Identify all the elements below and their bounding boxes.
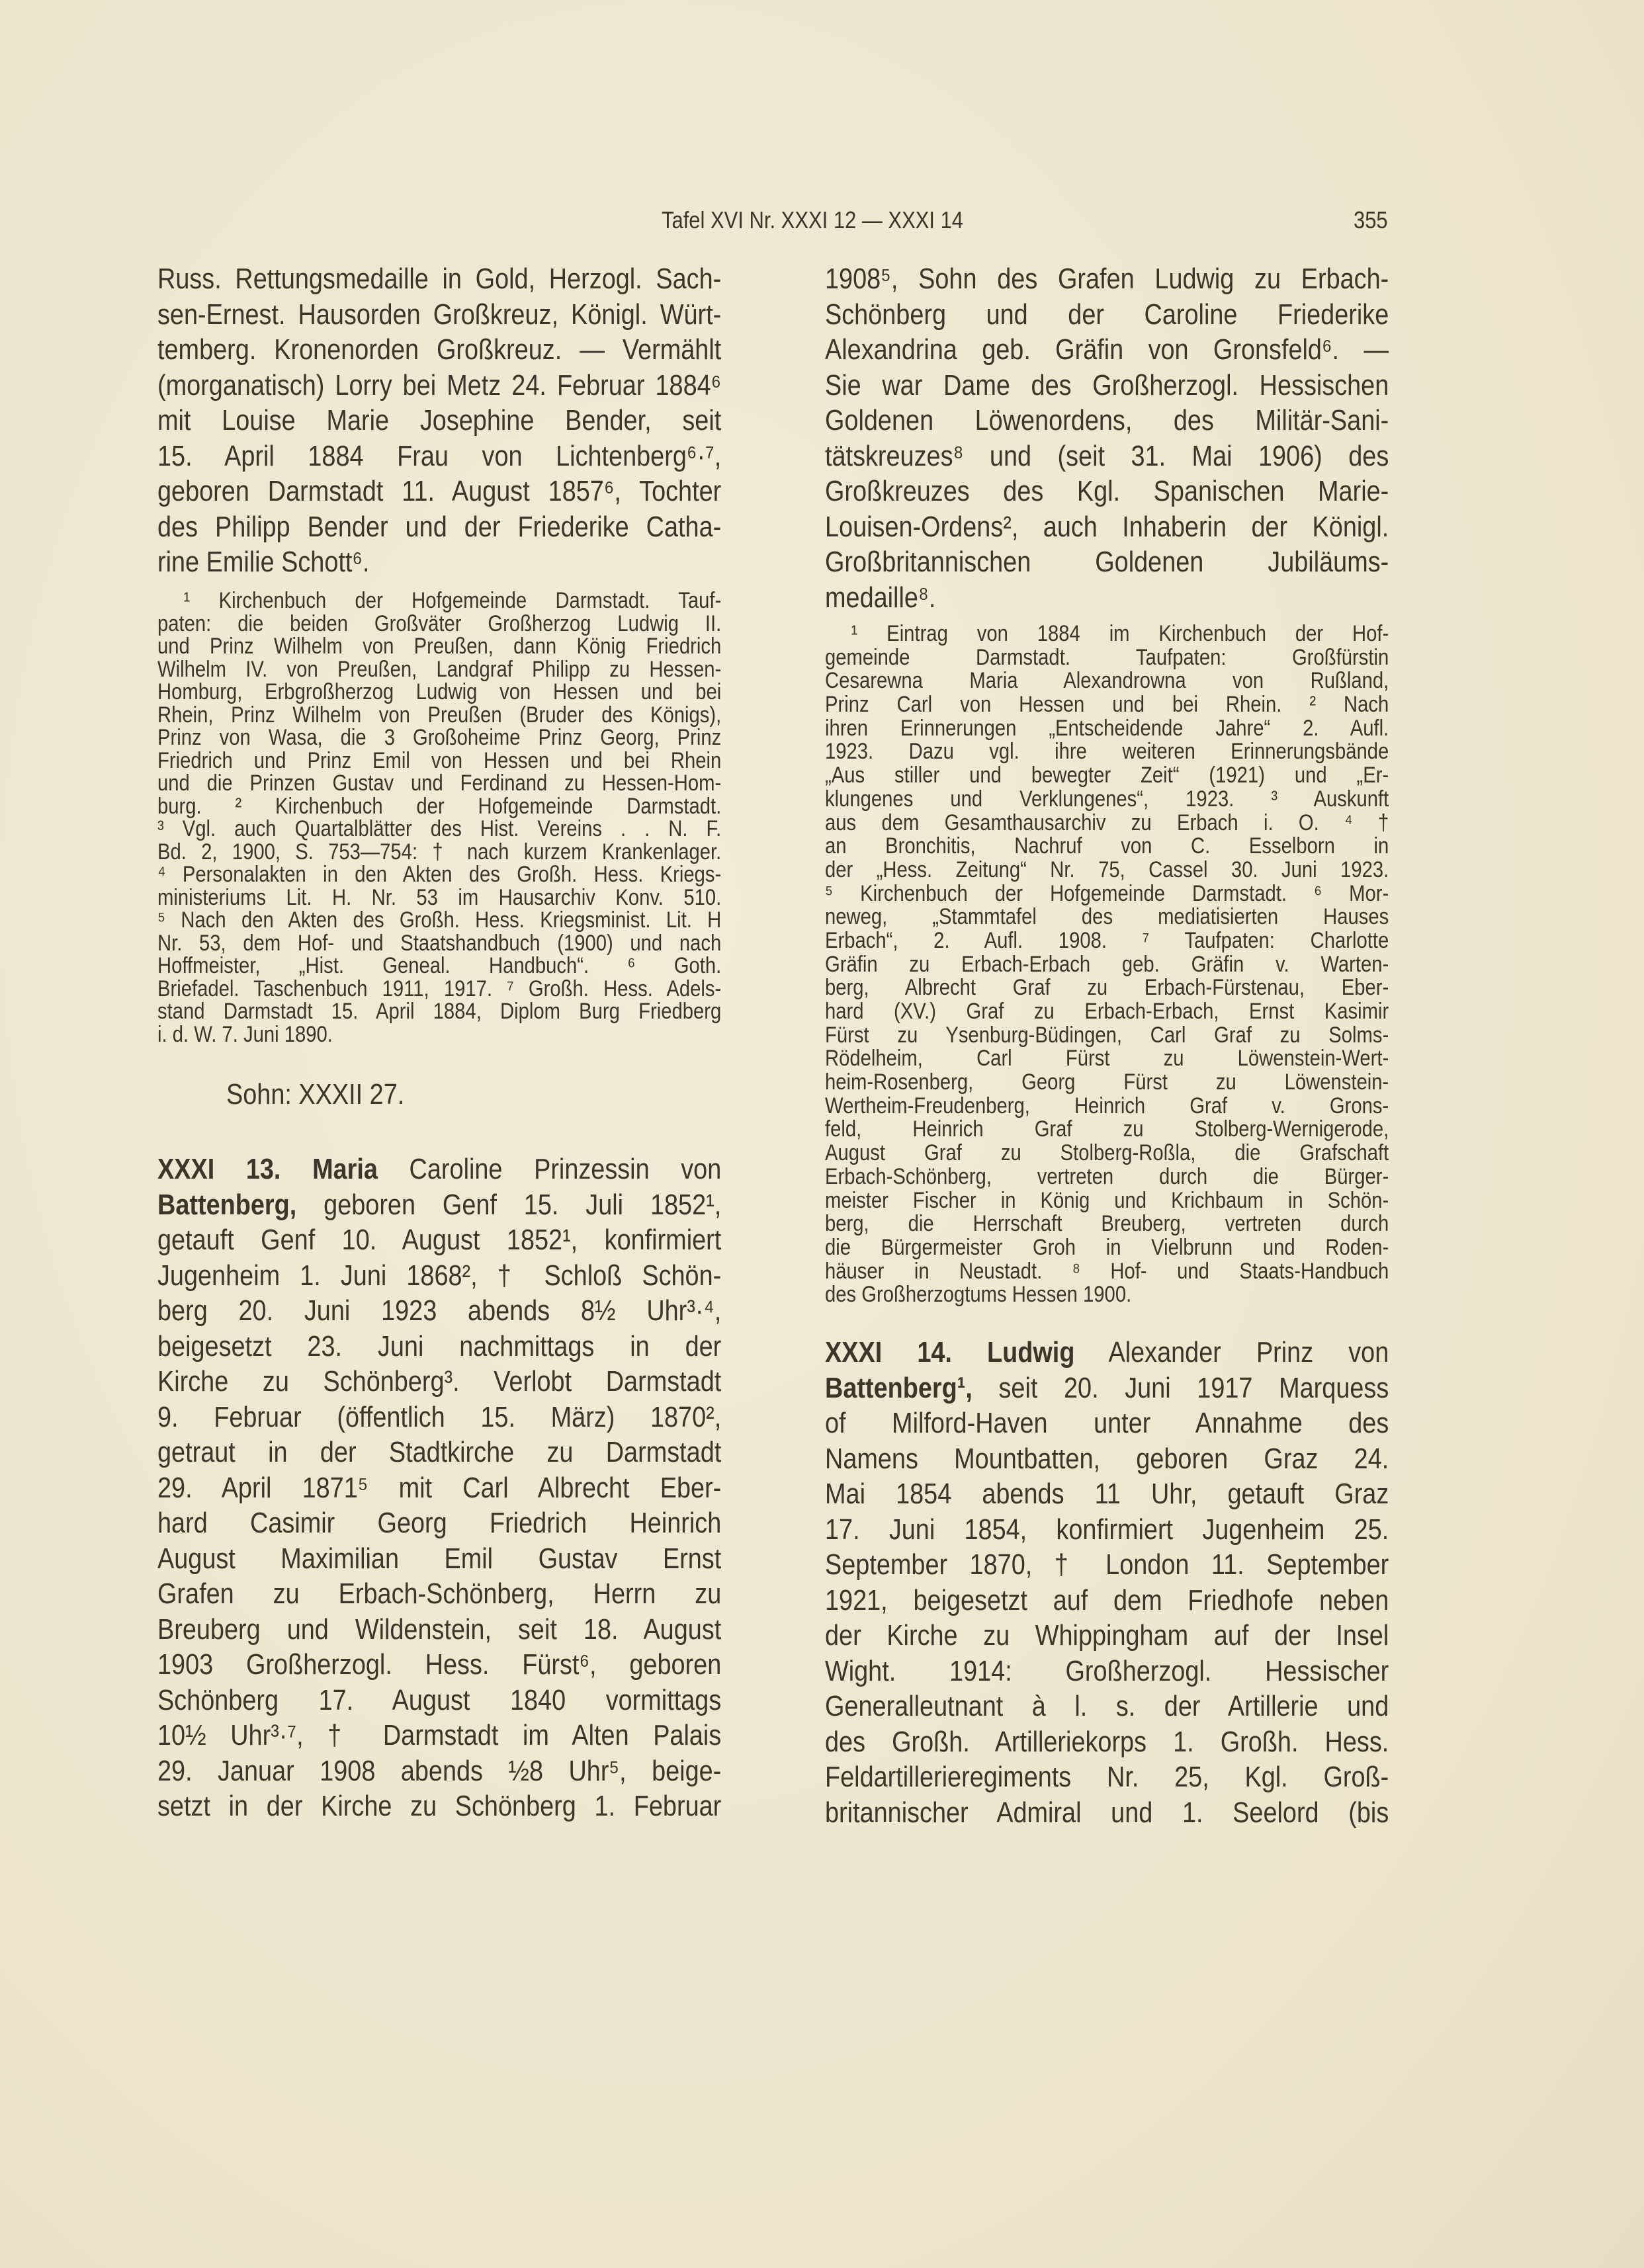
- text-line: burg. ² Kirchenbuch der Hofgemeinde Darmstadt.: [157, 793, 722, 819]
- entry-house: Battenberg,: [157, 1188, 297, 1221]
- text-line: Großkreuzes des Kgl. Spanischen Marie-: [825, 475, 1389, 507]
- text-line: Jugenheim 1. Juni 1868², † Schloß Schön-: [157, 1259, 722, 1292]
- text-line: aus dem Gesamthausarchiv zu Erbach i. O. ⁴ †: [825, 810, 1389, 835]
- text-line: gemeinde Darmstadt. Taufpaten: Großfürstin: [825, 644, 1389, 670]
- text-line: hard (XV.) Graf zu Erbach-Erbach, Ernst Kasimir: [825, 999, 1389, 1024]
- entry-heading-line: [825, 1335, 1389, 1370]
- text-line: Kirche zu Schönberg³. Verlobt Darmstadt: [157, 1365, 722, 1398]
- text-line: ihren Erinnerungen „Entscheidende Jahre“ 2. Aufl.: [825, 715, 1389, 741]
- text-line: Bd. 2, 1900, S. 753—754: † nach kurzem Krankenlager.: [157, 839, 722, 864]
- text-line: Cesarewna Maria Alexandrowna von Rußland,: [825, 668, 1389, 694]
- text-line: ¹ Kirchenbuch der Hofgemeinde Darmstadt. Tauf-: [183, 588, 722, 613]
- entry-line-rest: seit 20. Juni 1917 Marquess: [998, 1371, 1389, 1404]
- text-line: berg 20. Juni 1923 abends 8½ Uhr³·⁴,: [157, 1294, 722, 1327]
- text-line: 10½ Uhr³·⁷, † Darmstadt im Alten Palais: [157, 1719, 722, 1751]
- text-line: Friedrich und Prinz Emil von Hessen und bei Rhein: [157, 747, 722, 773]
- text-line: stand Darmstadt 15. April 1884, Diplom Burg Friedberg: [157, 999, 722, 1024]
- text-line: sen-Ernest. Hausorden Großkreuz, Königl. Würt-: [157, 298, 722, 331]
- text-line: mit Louise Marie Josephine Bender, seit: [157, 404, 722, 437]
- text-line: der „Hess. Zeitung“ Nr. 75, Cassel 30. Juni 1923.: [825, 857, 1389, 882]
- text-line: Schönberg 17. August 1840 vormittags: [157, 1683, 722, 1716]
- text-line: Wilhelm IV. von Preußen, Landgraf Philipp zu Hessen-: [157, 656, 722, 682]
- entry-line-rest: geboren Genf 15. Juli 1852¹,: [324, 1188, 722, 1221]
- text-line: August Graf zu Stolberg-Roßla, die Grafschaft: [825, 1140, 1389, 1166]
- text-line: Mai 1854 abends 11 Uhr, getauft Graz: [825, 1478, 1389, 1510]
- son-reference: Sohn: XXXII 27.: [226, 1078, 405, 1111]
- entry-house: Battenberg¹,: [825, 1371, 973, 1404]
- text-line: Erbach“, 2. Aufl. 1908. ⁷ Taufpaten: Charlotte: [825, 927, 1389, 953]
- text-line: Wertheim-Freudenberg, Heinrich Graf v. Grons-: [825, 1093, 1389, 1118]
- entry-line: [157, 1187, 721, 1223]
- text-line: beigesetzt 23. Juni nachmittags in der: [157, 1329, 722, 1363]
- text-line: des Großh. Artilleriekorps 1. Großh. Hess.: [825, 1725, 1389, 1758]
- text-line: Sie war Dame des Großherzogl. Hessischen: [825, 368, 1389, 401]
- text-line: klungenes und Verklungenes“, 1923. ³ Auskunft: [825, 786, 1389, 812]
- text-line: temberg. Kronenorden Großkreuz. — Vermählt: [157, 333, 722, 366]
- entry-xxxi-14: [825, 1335, 1389, 1830]
- text-line: i. d. W. 7. Juni 1890.: [157, 1021, 333, 1047]
- text-line: paten: die beiden Großväter Großherzog Ludwig II.: [157, 610, 722, 636]
- text-line: die Bürgermeister Groh in Vielbrunn und Roden-: [825, 1234, 1389, 1260]
- text-line: getraut in der Stadtkirche zu Darmstadt: [157, 1436, 722, 1468]
- text-line: Großbritannischen Goldenen Jubiläums-: [825, 546, 1389, 578]
- text-line: ³ Vgl. auch Quartalblätter des Hist. Vereins . . N. F.: [157, 816, 722, 841]
- text-line: Rödelheim, Carl Fürst zu Löwenstein-Wert-: [825, 1046, 1389, 1071]
- text-line: Louisen-Ordens², auch Inhaberin der Königl.: [825, 510, 1389, 543]
- text-line: Homburg, Erbgroßherzog Ludwig von Hessen und bei: [157, 679, 722, 704]
- entry-heading-line: [157, 1152, 721, 1187]
- text-line: of Milford-Haven unter Annahme des: [825, 1407, 1389, 1439]
- entry-first-name: Ludwig: [987, 1336, 1075, 1368]
- text-line: Fürst zu Ysenburg-Büdingen, Carl Graf zu Solms-: [825, 1022, 1389, 1048]
- entry-number: XXXI 14.: [825, 1336, 952, 1368]
- entry-first-name: Maria: [312, 1153, 378, 1185]
- text-line: neweg, „Stammtafel des mediatisierten Hauses: [825, 904, 1389, 930]
- text-line: Prinz von Wasa, die 3 Großoheime Prinz Georg, Prinz: [157, 725, 722, 750]
- text-line: 29. April 1871⁵ mit Carl Albrecht Eber-: [157, 1471, 722, 1504]
- text-line: des Philipp Bender und der Friederike Catha-: [157, 510, 722, 543]
- text-line: ministeriums Lit. H. Nr. 53 im Hausarchiv Konv. 510.: [157, 884, 722, 910]
- entry-line: [825, 1370, 1389, 1406]
- text-line: ⁴ Personalakten in den Akten des Großh. Hess. Kriegs-: [157, 862, 722, 887]
- text-line: Grafen zu Erbach-Schönberg, Herrn zu: [157, 1577, 722, 1610]
- left-footnotes: [157, 589, 721, 1046]
- text-line: ¹ Eintrag von 1884 im Kirchenbuch der Hof-: [851, 621, 1389, 646]
- text-line: häuser in Neustadt. ⁸ Hof- und Staats-Handbuch: [825, 1258, 1389, 1284]
- text-line: und Prinz Wilhelm von Preußen, dann König Friedrich: [157, 634, 722, 659]
- text-line: 1921, beigesetzt auf dem Friedhofe neben: [825, 1583, 1389, 1617]
- text-line: Briefadel. Taschenbuch 1911, 1917. ⁷ Großh. Hess. Adels-: [157, 976, 722, 1001]
- text-line: des Großherzogtums Hessen 1900.: [825, 1282, 1132, 1308]
- text-line: ⁵ Kirchenbuch der Hofgemeinde Darmstadt. ⁶ Mor-: [825, 880, 1389, 906]
- text-line: Alexandrina geb. Gräfin von Gronsfeld⁶. —: [825, 333, 1389, 366]
- text-line: berg, Albrecht Graf zu Erbach-Fürstenau, Eber-: [825, 975, 1389, 1001]
- text-line: feld, Heinrich Graf zu Stolberg-Wernigerode,: [825, 1116, 1389, 1142]
- text-line: August Maximilian Emil Gustav Ernst: [157, 1542, 722, 1575]
- text-line: Russ. Rettungsmedaille in Gold, Herzogl. Sach-: [157, 263, 722, 295]
- text-line: 9. Februar (öffentlich 15. März) 1870²,: [157, 1400, 722, 1433]
- text-line: an Bronchitis, Nachruf von C. Esselborn in: [825, 833, 1389, 859]
- text-line: Feldartillerieregiments Nr. 25, Kgl. Groß-: [825, 1761, 1389, 1793]
- text-line: britannischer Admiral und 1. Seelord (bis: [825, 1796, 1389, 1829]
- text-line: heim-Rosenberg, Georg Fürst zu Löwenstein-: [825, 1070, 1389, 1095]
- text-line: medaille⁸.: [825, 581, 936, 614]
- right-paragraph: [825, 261, 1389, 615]
- running-header: Tafel XVI Nr. XXXI 12 — XXXI 14: [662, 206, 964, 233]
- text-line: Erbach-Schönberg, vertreten durch die Bürger-: [825, 1163, 1389, 1189]
- text-line: September 1870, † London 11. September: [825, 1548, 1389, 1581]
- text-line: 1908⁵, Sohn des Grafen Ludwig zu Erbach-: [825, 263, 1389, 295]
- text-line: (morganatisch) Lorry bei Metz 24. Februar 1884⁶: [157, 368, 722, 401]
- text-line: Breuberg und Wildenstein, seit 18. August: [157, 1613, 722, 1646]
- text-line: Hoffmeister, „Hist. Geneal. Handbuch“. ⁶ Goth.: [157, 953, 722, 978]
- text-line: Namens Mountbatten, geboren Graz 24.: [825, 1442, 1389, 1475]
- text-line: Gräfin zu Erbach-Erbach geb. Gräfin v. Warten-: [825, 951, 1389, 977]
- right-footnotes: [825, 622, 1389, 1307]
- text-line: Rhein, Prinz Wilhelm von Preußen (Bruder des Königs),: [157, 702, 722, 728]
- text-line: ⁵ Nach den Akten des Großh. Hess. Kriegsminist. Lit. H: [157, 907, 722, 933]
- text-line: berg, die Herrschaft Breuberg, vertreten durch: [825, 1211, 1389, 1237]
- text-line: tätskreuzes⁸ und (seit 31. Mai 1906) des: [825, 439, 1389, 472]
- text-line: 15. April 1884 Frau von Lichtenberg⁶·⁷,: [157, 439, 722, 472]
- entry-name-rest: Alexander Prinz von: [1108, 1336, 1389, 1368]
- text-line: der Kirche zu Whippingham auf der Insel: [825, 1619, 1389, 1652]
- text-line: 17. Juni 1854, konfirmiert Jugenheim 25.: [825, 1513, 1389, 1546]
- text-line: 1923. Dazu vgl. ihre weiteren Erinnerungsbände: [825, 739, 1389, 765]
- text-line: geboren Darmstadt 11. August 1857⁶, Tochter: [157, 475, 722, 507]
- text-line: und die Prinzen Gustav und Ferdinand zu Hessen-Hom-: [157, 771, 722, 796]
- text-line: setzt in der Kirche zu Schönberg 1. Februar: [157, 1790, 722, 1822]
- entry-number: XXXI 13.: [157, 1153, 281, 1185]
- text-line: Schönberg und der Caroline Friederike: [825, 298, 1389, 331]
- text-line: rine Emilie Schott⁶.: [157, 546, 370, 578]
- text-line: 1903 Großherzogl. Hess. Fürst⁶, geboren: [157, 1648, 722, 1681]
- entry-name-rest: Caroline Prinzessin von: [409, 1153, 722, 1185]
- page-number: 355: [1354, 206, 1388, 233]
- text-line: 29. Januar 1908 abends ½8 Uhr⁵, beige-: [157, 1754, 722, 1787]
- entry-xxxi-13: [157, 1152, 721, 1824]
- left-paragraph-continuation: [157, 261, 721, 580]
- text-line: „Aus stiller und bewegter Zeit“ (1921) und „Er-: [825, 763, 1389, 788]
- text-line: hard Casimir Georg Friedrich Heinrich: [157, 1507, 722, 1539]
- text-line: Goldenen Löwenordens, des Militär-Sani-: [825, 404, 1389, 437]
- text-line: getauft Genf 10. August 1852¹, konfirmiert: [157, 1224, 722, 1256]
- text-line: Nr. 53, dem Hof- und Staatshandbuch (1900) und nach: [157, 930, 722, 956]
- text-line: Wight. 1914: Großherzogl. Hessischer: [825, 1654, 1389, 1687]
- text-line: Prinz Carl von Hessen und bei Rhein. ² Nach: [825, 692, 1389, 718]
- text-line: meister Fischer in König und Krichbaum in Schön-: [825, 1187, 1389, 1213]
- text-line: Generalleutnant à l. s. der Artillerie und: [825, 1690, 1389, 1722]
